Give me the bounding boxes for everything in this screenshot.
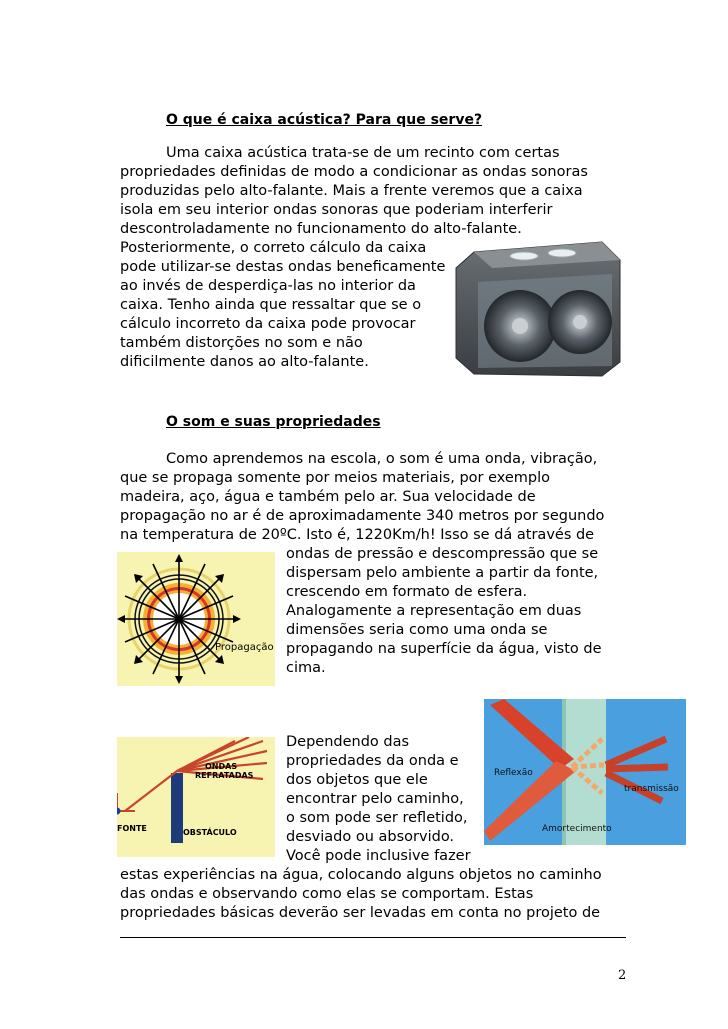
paragraph-line: madeira, aço, água e também pelo ar. Sua velocidade de <box>120 489 536 505</box>
paragraph-line: propriedades da onda e <box>286 753 459 769</box>
paragraph-line: dos objetos que ele <box>286 772 428 788</box>
paragraph-line: Analogamente a representação em duas <box>286 603 582 619</box>
refracted-label-2: REFRATADAS <box>195 771 254 780</box>
paragraph-line: Dependendo das <box>286 734 410 750</box>
reflection-label: Reflexão <box>494 768 533 778</box>
paragraph-line: ondas de pressão e descompressão que se <box>286 546 599 562</box>
paragraph-line: propagação no ar é de aproximadamente 340 metros por segundo <box>120 508 605 524</box>
reflection-figure <box>484 699 686 845</box>
obstacle-bar <box>171 773 183 843</box>
obstacle-label: OBSTÁCULO <box>183 828 237 837</box>
section-title-speaker-box: O que é caixa acústica? Para que serve? <box>166 112 483 128</box>
paragraph-line: na temperatura de 20ºC. Isto é, 1220Km/h! Isso se dá através de <box>120 527 595 543</box>
paragraph-line: ao invés de desperdiça-las no interior da <box>120 278 416 294</box>
paragraph-line: dificilmente danos ao alto-falante. <box>120 354 369 370</box>
footer-rule <box>120 937 626 938</box>
paragraph-line: Como aprendemos na escola, o som é uma onda, vibração, <box>166 451 598 467</box>
source-label: FONTE <box>117 824 147 833</box>
paragraph-line: dimensões seria como uma onda se <box>286 622 548 638</box>
paragraph-line: caixa. Tenho ainda que ressaltar que se o <box>120 297 422 313</box>
page-number: 2 <box>618 968 627 983</box>
paragraph-line: cálculo incorreto da caixa pode provocar <box>120 316 416 332</box>
damping-label: Amortecimento <box>542 824 612 834</box>
paragraph-line: o som pode ser refletido, <box>286 810 468 826</box>
paragraph-line: produzidas pelo alto-falante. Mais a frente veremos que a caixa <box>120 183 583 199</box>
paragraph-line: Posteriormente, o correto cálculo da caixa <box>120 240 427 256</box>
paragraph-line: descontroladamente no funcionamento do alto-falante. <box>120 221 522 237</box>
propagation-label: Propagação <box>215 642 274 653</box>
paragraph-line: propriedades básicas deverão ser levadas em conta no projeto de <box>120 905 601 921</box>
paragraph-line: estas experiências na água, colocando alguns objetos no caminho <box>120 867 602 883</box>
transmission-label: transmissão <box>624 784 679 794</box>
speaker-box-image <box>452 238 622 378</box>
paragraph-line: propagando na superfície da água, visto de <box>286 641 602 657</box>
paragraph-line: cima. <box>286 660 326 676</box>
paragraph-line: também distorções no som e não <box>120 335 363 351</box>
paragraph-line: propriedades definidas de modo a condicionar as ondas sonoras <box>120 164 588 180</box>
paragraph-line: Uma caixa acústica trata-se de um recinto com certas <box>166 145 560 161</box>
paragraph-line: pode utilizar-se destas ondas beneficamente <box>120 259 446 275</box>
paragraph-line: que se propaga somente por meios materiais, por exemplo <box>120 470 551 486</box>
paragraph-line: dispersam pelo ambiente a partir da fonte, <box>286 565 599 581</box>
paragraph-line: Você pode inclusive fazer <box>286 848 471 864</box>
refracted-label-1: ONDAS <box>205 762 238 771</box>
paragraph-line: desviado ou absorvido. <box>286 829 455 845</box>
paragraph-line: crescendo em formato de esfera. <box>286 584 528 600</box>
propagation-figure <box>117 552 275 686</box>
section-title-sound-properties: O som e suas propriedades <box>166 414 381 430</box>
paragraph-line: encontrar pelo caminho, <box>286 791 464 807</box>
paragraph-line: das ondas e observando como elas se comportam. Estas <box>120 886 534 902</box>
paragraph-line: isola em seu interior ondas sonoras que poderiam interferir <box>120 202 553 218</box>
refraction-figure <box>117 737 275 857</box>
